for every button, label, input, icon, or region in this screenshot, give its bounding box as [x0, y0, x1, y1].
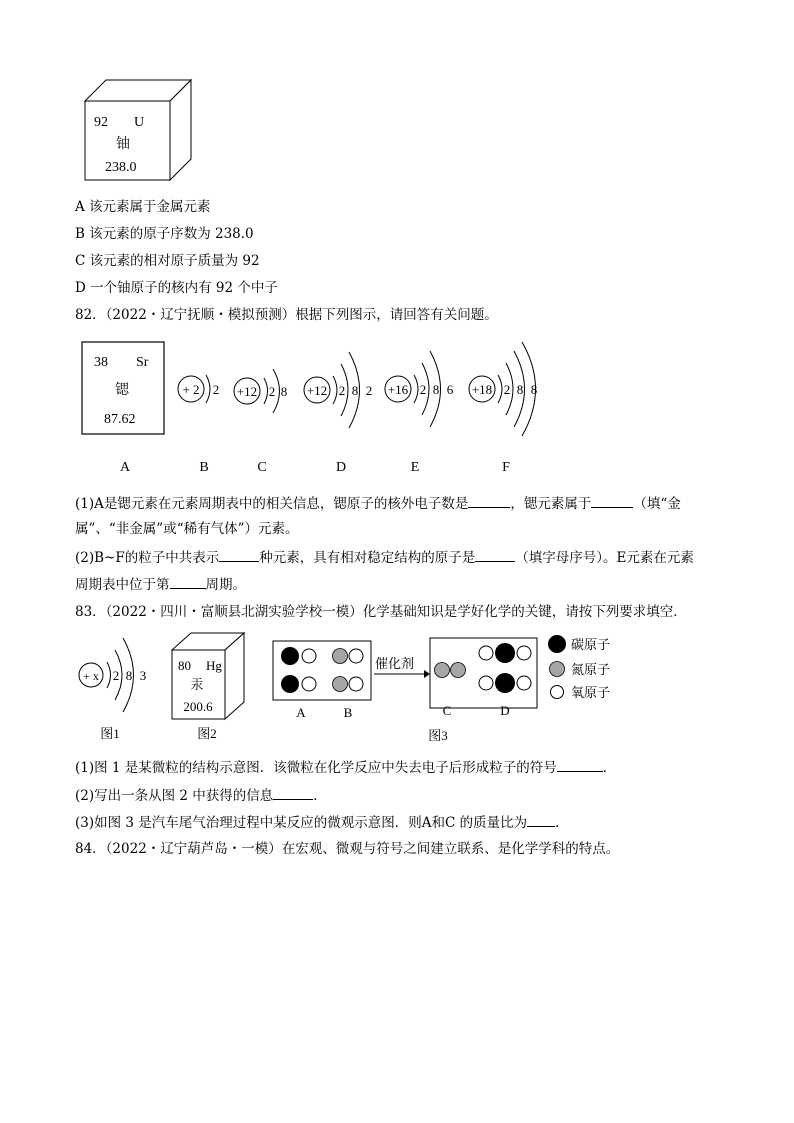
label-f: F [502, 460, 510, 475]
q82-figure [78, 338, 558, 476]
sr-atomic-number: 38 [94, 355, 108, 370]
svg-text:8: 8 [125, 668, 133, 683]
atomic-mass: 238.0 [105, 160, 137, 175]
svg-text:8: 8 [351, 383, 359, 398]
answer-blank[interactable] [527, 813, 555, 827]
svg-text:8: 8 [516, 382, 524, 397]
svg-text:8: 8 [530, 382, 538, 397]
svg-text:6: 6 [446, 382, 454, 397]
svg-text:2: 2 [112, 668, 120, 683]
svg-text:80: 80 [178, 658, 191, 673]
q83-figure [74, 628, 654, 748]
element-name: 铀 [116, 137, 130, 152]
svg-text:A: A [296, 705, 306, 720]
label-e: E [410, 460, 420, 475]
q83-part3: (3)如图 3 是汽车尾气治理过程中某反应的微观示意图．则A和C 的质量比为 ． [75, 815, 569, 831]
svg-text:+12: +12 [306, 383, 328, 398]
atom-diagram-f [469, 342, 537, 436]
fig2-label: 图2 [197, 726, 217, 741]
svg-text:+ 2: + 2 [182, 382, 200, 397]
svg-text:+18: +18 [471, 382, 493, 397]
atom-diagram-b [178, 375, 219, 403]
question-83-stem: 83．（2022・四川・富顺县北湖实验学校一模）化学基础知识是学好化学的关键，请按下列要求填空． [75, 604, 687, 620]
sr-mass: 87.62 [104, 412, 136, 427]
svg-text:2: 2 [268, 384, 276, 399]
answer-blank[interactable] [591, 494, 633, 508]
svg-text:8: 8 [280, 384, 288, 399]
svg-text:氧原子: 氧原子 [571, 686, 611, 701]
catalyst-label: 催化剂 [375, 657, 415, 672]
svg-text:C: C [442, 703, 452, 718]
label-c: C [257, 460, 267, 475]
atom-legend [548, 635, 610, 701]
option-b: B 该元素的原子序数为 238.0 [75, 226, 254, 242]
svg-text:8: 8 [432, 382, 440, 397]
question-82-stem: 82．（2022・辽宁抚顺・模拟预测）根据下列图示，请回答有关问题。 [75, 307, 498, 323]
uranium-element-cube [82, 77, 194, 183]
atom-diagram-c [234, 369, 287, 413]
q82-part2-line2: 周期表中位于第 周期。 [75, 577, 246, 593]
label-d: D [335, 460, 347, 475]
svg-text:汞: 汞 [190, 677, 204, 692]
option-d: D 一个铀原子的核内有 92 个中子 [75, 280, 278, 296]
fig3-products-box [430, 638, 537, 708]
svg-text:+ x: + x [83, 669, 99, 683]
atom-diagram-d [304, 352, 372, 428]
q83-part2: (2)写出一条从图 2 中获得的信息 ． [75, 788, 327, 804]
svg-text:碳原子: 碳原子 [571, 638, 611, 653]
svg-text:2: 2 [503, 382, 511, 397]
svg-text:+16: +16 [387, 382, 409, 397]
atom-diagram-e [385, 351, 454, 427]
answer-blank[interactable] [557, 758, 603, 772]
svg-text:200.6: 200.6 [183, 699, 213, 714]
fig3-label: 图3 [428, 728, 448, 743]
label-b: B [199, 460, 209, 475]
svg-text:2: 2 [212, 382, 220, 397]
svg-text:+12: +12 [236, 384, 258, 399]
q82-part1-line1: (1)A是锶元素在元素周期表中的相关信息，锶原子的核外电子数是 ，锶元素属于 （填“金 [75, 496, 681, 512]
answer-blank[interactable] [475, 548, 515, 562]
svg-text:2: 2 [365, 383, 373, 398]
option-c: C 该元素的相对原子质量为 92 [75, 253, 260, 269]
svg-text:D: D [500, 703, 510, 718]
q83-part1: (1)图 1 是某微粒的结构示意图．该微粒在化学反应中失去电子后形成粒子的符号 ． [75, 760, 617, 776]
fig3-reactants-box [273, 641, 371, 700]
fig1-atom-diagram [79, 638, 146, 712]
option-a: A 该元素属于金属元素 [75, 199, 211, 215]
svg-text:氮原子: 氮原子 [571, 663, 611, 678]
answer-blank[interactable] [219, 548, 259, 562]
svg-text:3: 3 [139, 668, 147, 683]
answer-blank[interactable] [273, 786, 313, 800]
svg-text:2: 2 [419, 382, 427, 397]
sr-name: 锶 [115, 383, 129, 398]
svg-text:B: B [343, 705, 353, 720]
svg-text:Hg: Hg [206, 658, 222, 673]
fig1-label: 图1 [100, 726, 120, 741]
atomic-number: 92 [94, 115, 108, 130]
answer-blank[interactable] [468, 494, 510, 508]
fig2-mercury-cube [172, 633, 244, 719]
q82-part1-line2: 属”、“非金属”或“稀有气体”）元素。 [75, 521, 299, 537]
answer-blank[interactable] [170, 575, 206, 589]
sr-symbol: Sr [136, 355, 149, 370]
svg-text:2: 2 [338, 383, 346, 398]
label-a: A [119, 460, 131, 475]
q82-part2-line1: (2)B~F的粒子中共表示 种元素，具有相对稳定结构的原子是 （填字母序号）。E元素在元素 [75, 550, 694, 566]
element-symbol: U [134, 115, 145, 130]
question-84-stem: 84．（2022・辽宁葫芦岛・一模）在宏观、微观与符号之间建立联系、是化学学科的特点。 [75, 841, 620, 857]
